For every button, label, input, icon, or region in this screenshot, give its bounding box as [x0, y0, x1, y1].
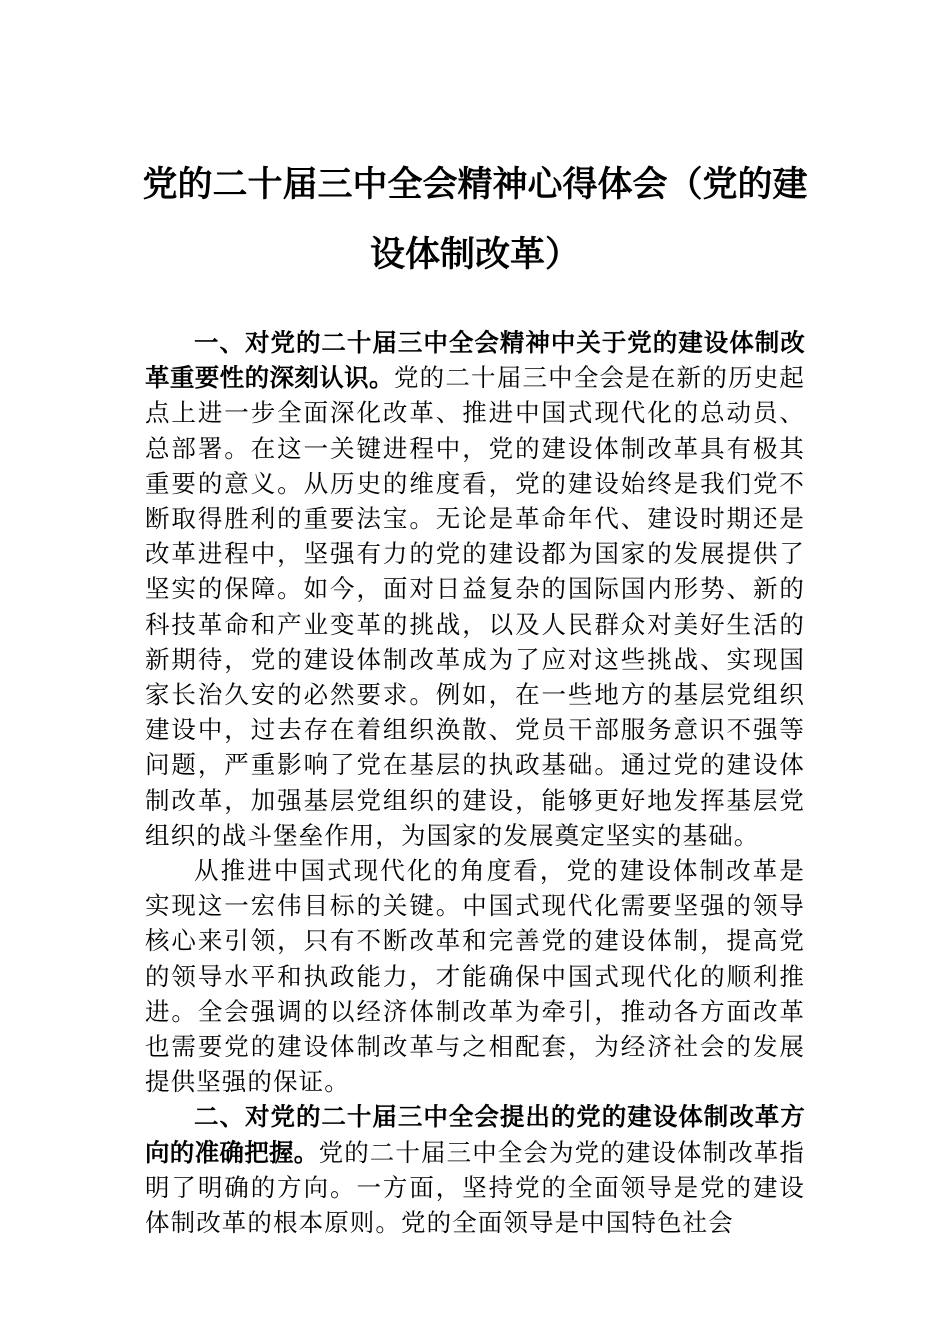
paragraph-2-text: 从推进中国式现代化的角度看，党的建设体制改革是实现这一宏伟目标的关键。中国式现代化需要坚强的领导核心来引领，只有不断改革和完善党的建设体制，提高党的领导水平和执政能力，才能确保中国式现代化的顺利推进。全会强调的以经济体制改革为牵引，推动各方面改革也需要党的建设体制改革与之相配套，为经济社会的发展提供坚强的保证。: [145, 856, 805, 1097]
paragraph-1-text: 党的二十届三中全会是在新的历史起点上进一步全面深化改革、推进中国式现代化的总动员、总部署。在这一关键进程中，党的建设体制改革具有极其重要的意义。从历史的维度看，党的建设始终是我们党不断取得胜利的重要法宝。无论是革命年代、建设时期还是改革进程中，坚强有力的党的建设都为国家的发展提供了坚实的保障。如今，面对日益复杂的国际国内形势、新的科技革命和产业变革的挑战，以及人民群众对美好生活的新期待，党的建设体制改革成为了应对这些挑战、实现国家长治久安的必然要求。例如，在一些地方的基层党组织建设中，过去存在着组织涣散、党员干部服务意识不强等问题，严重影响了党在基层的执政基础。通过党的建设体制改革，加强基层党组织的建设，能够更好地发挥基层党组织的战斗堡垒作用，为国家的发展奠定坚实的基础。: [145, 363, 806, 850]
paragraph-1: [145, 325, 805, 853]
paragraph-3: [145, 1099, 805, 1240]
document-body: [145, 325, 805, 1240]
paragraph-2: [145, 853, 805, 1099]
section-heading-1: 一、对党的二十届三中全会精神中关于党的建设体制改革重要性的深刻认识。: [145, 328, 805, 393]
document-title: 党的二十届三中全会精神心得体会（党的建设体制改革）: [142, 164, 808, 275]
section-heading-2: 二、对党的二十届三中全会提出的党的建设体制改革方向的准确把握。: [145, 1102, 805, 1167]
paragraph-3-text: 党的二十届三中全会为党的建设体制改革指明了明确的方向。一方面，坚持党的全面领导是党的建设体制改革的根本原则。党的全面领导是中国特色社会: [145, 1137, 806, 1238]
